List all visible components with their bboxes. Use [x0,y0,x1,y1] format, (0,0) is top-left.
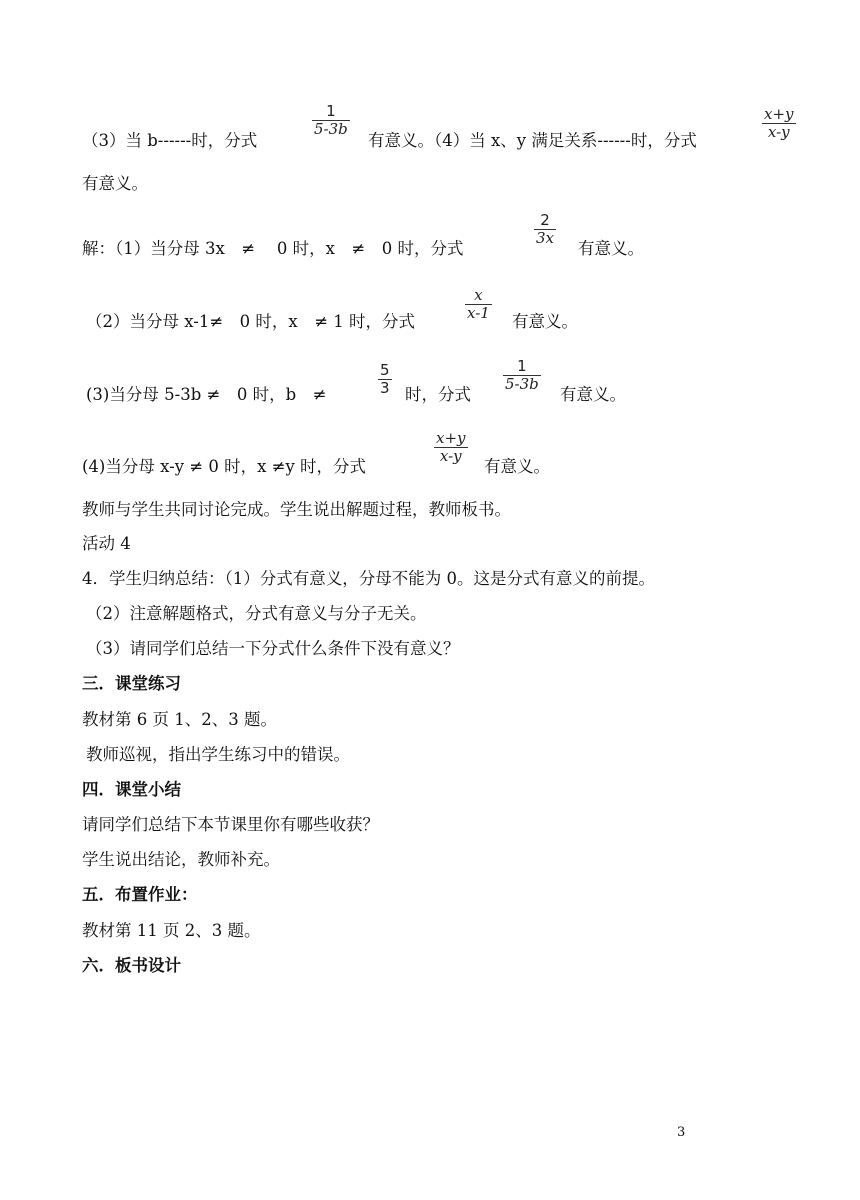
fraction-1-over-5-3b [312,103,350,138]
fraction-numerator: x [474,286,483,304]
fraction-denominator: 3x [536,229,555,247]
fraction-denominator: x-y [762,123,796,141]
solution-3-part-c: 有意义。 [560,385,626,404]
section-heading-homework: 五．布置作业： [82,885,198,904]
solution-1-part-b: 有意义。 [578,239,644,258]
paragraph-textbook-p6: 教材第 6 页 1、2、3 题。 [82,710,277,729]
fraction-numerator: 1 [326,102,336,120]
section-heading-board-design: 六．板书设计 [82,956,181,975]
fraction-1-over-5-3b [503,358,541,393]
paragraph-summary-1: 4．学生归纳总结：（1）分式有意义，分母不能为 0。这是分式有意义的前提。 [82,569,655,588]
line1-part-a: （3）当 b------时，分式 [82,131,258,150]
paragraph-teacher-patrol: 教师巡视，指出学生练习中的错误。 [86,745,350,764]
fraction-x-plus-y-over-x-minus-y [434,430,468,465]
section-heading-practice: 三．课堂练习 [82,674,181,693]
line2-text: 有意义。 [82,174,148,193]
line1-part-b: 有意义。（4）当 x、y 满足关系------时，分式 [368,131,697,150]
fraction-numerator: 2 [540,211,550,229]
fraction-denominator: 5-3b [314,120,348,138]
paragraph-conclusion: 学生说出结论，教师补充。 [82,850,280,869]
fraction-numerator: x+y [764,105,794,123]
fraction-denominator: 5-3b [505,375,539,393]
solution-2-part-a: （2）当分母 x-1≠ 0 时，x ≠ 1 时，分式 [86,312,416,331]
page-number: 3 [677,1125,686,1140]
fraction-denominator: x-1 [467,304,490,322]
fraction-x-plus-y-over-x-minus-y [762,106,796,141]
paragraph-gains: 请同学们总结下本节课里你有哪些收获？ [82,815,379,834]
fraction-denominator: 3 [380,379,390,397]
paragraph-textbook-p11: 教材第 11 页 2、3 题。 [82,921,261,940]
fraction-numerator: 1 [517,357,527,375]
solution-3-part-b: 时，分式 [405,385,471,404]
paragraph-summary-2: （2）注意解题格式，分式有意义与分子无关。 [86,604,427,623]
fraction-numerator: 5 [380,361,390,379]
fraction-2-over-3x [534,212,556,247]
solution-2-part-b: 有意义。 [512,312,578,331]
solution-1-part-a: 解：（1）当分母 3x ≠ 0 时，x ≠ 0 时，分式 [82,239,464,258]
solution-3-part-a: (3)当分母 5-3b ≠ 0 时，b ≠ [86,385,327,404]
fraction-numerator: x+y [436,429,466,447]
paragraph-teacher-student: 教师与学生共同讨论完成。学生说出解题过程，教师板书。 [82,500,511,519]
paragraph-summary-3: （3）请同学们总结一下分式什么条件下没有意义？ [86,639,460,658]
solution-4-part-a: (4)当分母 x-y ≠ 0 时，x ≠y 时，分式 [82,457,367,476]
solution-4-part-b: 有意义。 [484,457,550,476]
fraction-5-over-3 [378,362,392,397]
fraction-denominator: x-y [434,447,468,465]
section-heading-summary: 四．课堂小结 [82,780,181,799]
fraction-x-over-x-1 [465,287,492,322]
paragraph-activity-4: 活动 4 [82,534,131,553]
